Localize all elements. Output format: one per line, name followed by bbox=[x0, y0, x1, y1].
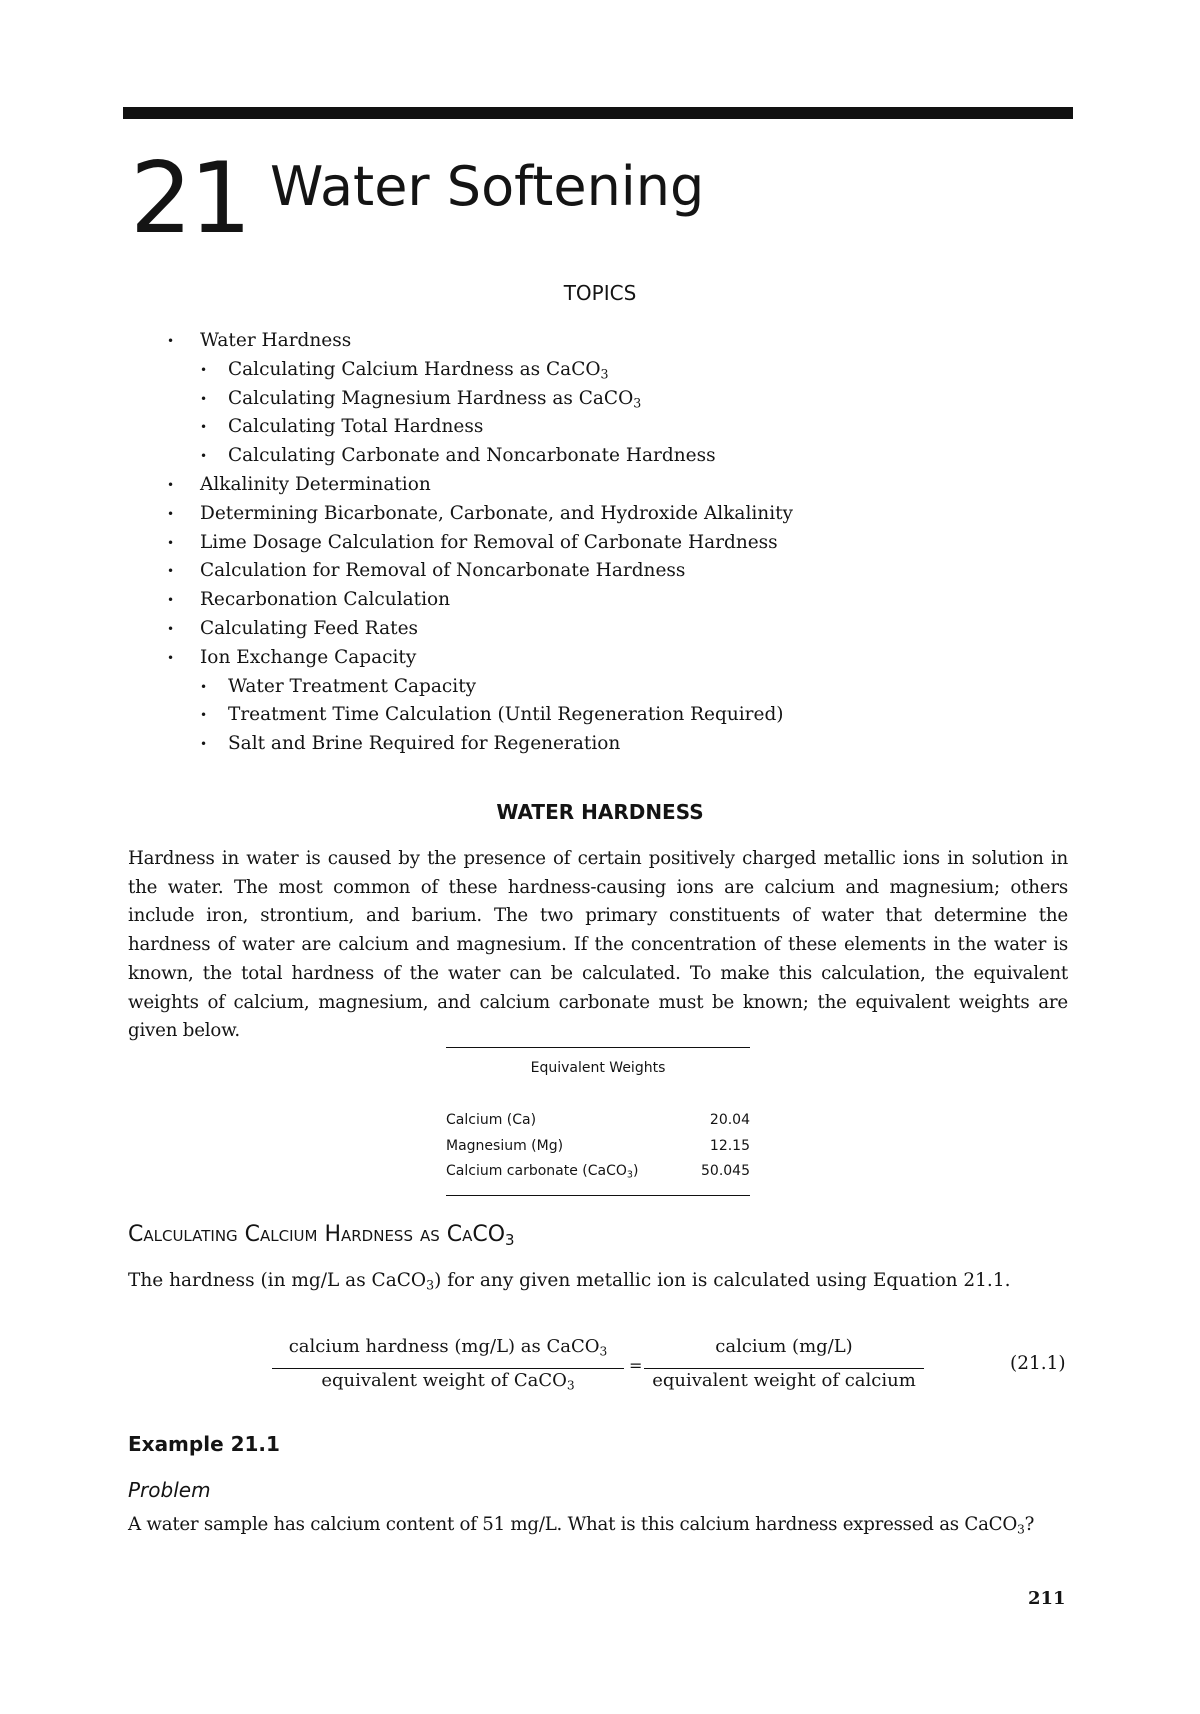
bullet-icon: • bbox=[200, 362, 208, 377]
section-intro: The hardness (in mg/L as CaCO$_3$) for any given metallic ion is calculated using Equation 21.1. bbox=[128, 1270, 1011, 1293]
row-value: 20.04 bbox=[709, 1112, 750, 1128]
equation-denominator-left: equivalent weight of CaCO$_3$ bbox=[321, 1370, 575, 1393]
bullet-icon: • bbox=[200, 737, 208, 752]
bullet-icon: • bbox=[167, 564, 175, 579]
equals-sign: = bbox=[629, 1356, 643, 1375]
problem-text: A water sample has calcium content of 51 mg/L. What is this calcium hardness expressed as CaCO$_3$? bbox=[128, 1514, 1035, 1537]
bullet-icon: • bbox=[167, 477, 175, 492]
equivalent-weights-table bbox=[446, 1047, 750, 1196]
bullet-icon: • bbox=[167, 621, 175, 636]
bullet-icon: • bbox=[200, 449, 208, 464]
equation-denominator-right: equivalent weight of calcium bbox=[652, 1370, 916, 1391]
water-hardness-paragraph: Hardness in water is caused by the presence of certain positively charged metallic ions in solution in the water. The most common of these hardness-causing ions are calcium and magnesium; others include iron, strontium, and barium. The two primary constituents of water that determine the hardness of water are calcium and magnesium. If the concentration of these elements in the water is known, the total hardness of the water can be calculated. To make this calculation, the equivalent weights of calcium, magnesium, and calcium carbonate must be known; the equivalent weights are given below. bbox=[128, 848, 1068, 1042]
row-value: 50.045 bbox=[701, 1163, 750, 1179]
row-label: Calcium carbonate (CaCO$_3$) bbox=[446, 1163, 639, 1181]
row-label: Magnesium (Mg) bbox=[446, 1137, 564, 1154]
equation-numerator-right: calcium (mg/L) bbox=[715, 1336, 853, 1357]
problem-label: Problem bbox=[128, 1478, 211, 1502]
bullet-icon: • bbox=[167, 334, 175, 348]
bullet-icon: • bbox=[167, 506, 175, 521]
table-row bbox=[446, 1159, 750, 1185]
page-number: 211 bbox=[1028, 1588, 1066, 1609]
table-row bbox=[446, 1134, 750, 1160]
table-row bbox=[446, 1108, 750, 1134]
bullet-icon: • bbox=[167, 535, 175, 550]
equation-number: (21.1) bbox=[1010, 1353, 1066, 1374]
bullet-icon: • bbox=[200, 420, 208, 435]
topics-heading: TOPICS bbox=[563, 281, 637, 305]
bullet-icon: • bbox=[167, 650, 175, 665]
example-heading: Example 21.1 bbox=[128, 1432, 280, 1456]
table-caption: Equivalent Weights bbox=[530, 1060, 666, 1076]
section-heading: Calculating Calcium Hardness as CaCO$_3$ bbox=[128, 1222, 515, 1250]
row-value: 12.15 bbox=[709, 1137, 750, 1154]
chapter-top-rule bbox=[123, 107, 1073, 119]
chapter-number: 21 bbox=[130, 142, 249, 256]
water-hardness-heading: WATER HARDNESS bbox=[496, 800, 704, 824]
bullet-icon: • bbox=[200, 391, 208, 406]
chapter-title: Water Softening bbox=[270, 155, 705, 218]
row-label: Calcium (Ca) bbox=[446, 1112, 537, 1128]
bullet-icon: • bbox=[167, 593, 175, 608]
bullet-icon: • bbox=[200, 679, 208, 694]
bullet-icon: • bbox=[200, 708, 208, 723]
equation-numerator-left: calcium hardness (mg/L) as CaCO$_3$ bbox=[288, 1336, 608, 1359]
